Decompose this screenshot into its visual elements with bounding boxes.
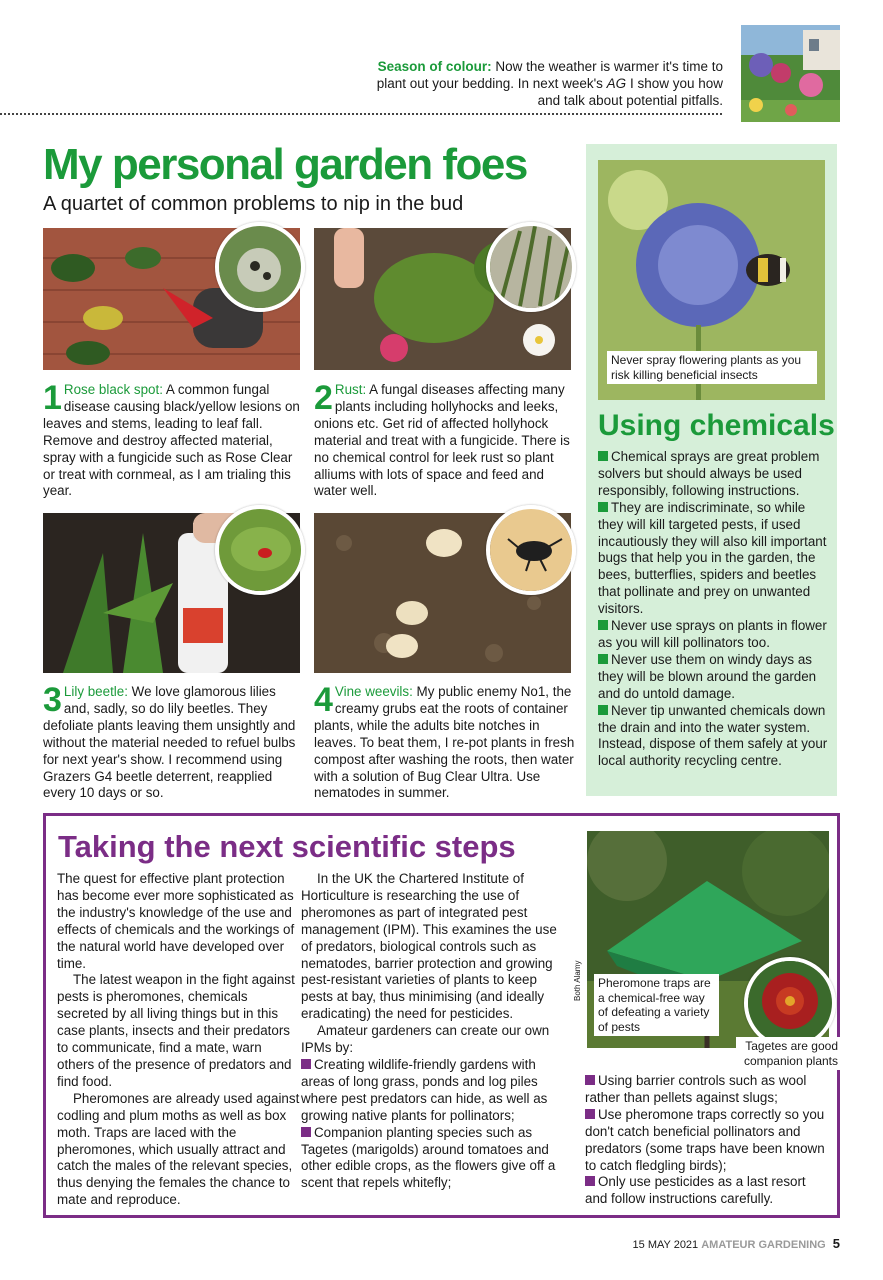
foe-2-text: A fungal diseases affecting many plants including hollyhocks and leeks, onions etc. Get rid of affected hollyhock material and treat with a fungicide. There is no chemical control for leek rust so plant alliums with lots of space and feed and water well. bbox=[314, 382, 570, 499]
barrier-bullet-3: Only use pesticides as a last resort and follow instructions carefully. bbox=[585, 1174, 806, 1207]
scientific-steps-heading: Taking the next scientific steps bbox=[58, 829, 516, 864]
note-line2-mag: AG bbox=[606, 76, 627, 91]
note-lead: Season of colour: bbox=[377, 59, 492, 74]
foe-4-number: 4 bbox=[314, 681, 333, 719]
ipm-bullet-1: Creating wildlife-friendly gardens with areas of long grass, ponds and log piles where pest predators can hide, as well as growing native plants for pollinators; bbox=[301, 1056, 548, 1123]
square-bullet-icon bbox=[598, 502, 608, 512]
foe-2 bbox=[314, 379, 576, 500]
using-chemicals-sidebar bbox=[586, 144, 837, 796]
square-bullet-icon bbox=[301, 1059, 311, 1069]
science-column-3 bbox=[585, 1073, 830, 1208]
pheromone-trap-caption: Pheromone traps are a chemical-free way of defeating a variety of pests bbox=[594, 974, 719, 1036]
square-bullet-icon bbox=[598, 620, 608, 630]
note-line1: Now the weather is warmer it's time to bbox=[491, 59, 723, 74]
chem-bullet-4: Never use them on windy days as they will be blown around the garden and do untold damage. bbox=[598, 651, 817, 701]
chem-bullet-1: Chemical sprays are great problem solvers but should always be used responsibly, following instructions. bbox=[598, 449, 820, 498]
foe-3-lead: Lily beetle: bbox=[63, 684, 128, 699]
square-bullet-icon bbox=[598, 451, 608, 461]
page-subtitle: A quartet of common problems to nip in the bud bbox=[43, 193, 464, 215]
square-bullet-icon bbox=[585, 1176, 595, 1186]
ipm-bullet-2: Companion planting species such as Tagetes (marigolds) around tomatoes and other edible crops, as the flowers give off a scent that repels whitefly; bbox=[301, 1124, 556, 1191]
rust-inset bbox=[486, 222, 576, 312]
foe-3 bbox=[43, 681, 303, 802]
science-col1-p1: The quest for effective plant protection has become ever more sophisticated as the industry's knowledge of the use and effects of chemicals and the workings of the natural world have developed over time. bbox=[57, 871, 295, 971]
magazine-name: AMATEUR GARDENING bbox=[701, 1239, 826, 1251]
square-bullet-icon bbox=[301, 1127, 311, 1137]
chem-bullet-2: They are indiscriminate, so while they will kill targeted pests, if used incautiously they will also kill important bugs that help you in the garden, the bees, butterflies, spiders and beetles that pollinate and prey on unwanted visitors. bbox=[598, 499, 827, 617]
dotted-divider bbox=[0, 113, 722, 115]
foe-1-lead: Rose black spot: bbox=[63, 382, 163, 397]
chem-bullet-5: Never tip unwanted chemicals down the drain and into the water system. Instead, dispose of them safely at your local authority recycling centre. bbox=[598, 702, 828, 769]
rose-black-spot-inset bbox=[215, 222, 305, 312]
page-footer bbox=[633, 1236, 840, 1251]
square-bullet-icon bbox=[598, 705, 608, 715]
note-line2-after: I show you how bbox=[626, 76, 723, 91]
foe-4-text: My public enemy No1, the creamy grubs eat the roots of container plants, while the adults bite notches in leaves. To beat them, I re-pot plants in fresh compost after washing the roots, then water with a solution of Bug Clear Ultra. Use nematodes in summer. bbox=[314, 684, 575, 801]
foe-3-text: We love glamorous lilies and, sadly, so do lily beetles. They defoliate plants leaving them unsightly and without the material needed to refuel bulbs for next year's show. I recommend using Grazers G4 beetle deterrent, reapplied every 10 days or so. bbox=[43, 684, 296, 801]
science-col2-p2: Amateur gardeners can create our own IPMs by: bbox=[301, 1023, 550, 1056]
note-line2-before: plant out your bedding. In next week's bbox=[376, 76, 607, 91]
vine-weevil-inset bbox=[486, 505, 576, 595]
using-chemicals-heading: Using chemicals bbox=[598, 409, 835, 442]
science-col1-p3: Pheromones are already used against codling and plum moths as well as box moth. Traps are laced with the pheromones, which usually attract and catch the males of the relevant species, thus denying the females the chance to mate and reproduce. bbox=[57, 1090, 300, 1208]
square-bullet-icon bbox=[585, 1075, 595, 1085]
season-of-colour-note bbox=[343, 58, 723, 109]
scientific-steps-box bbox=[43, 813, 840, 1218]
page-number: 5 bbox=[832, 1236, 840, 1251]
foe-1-text: A common fungal disease causing black/yellow lesions on leaves and stems, leading to leaf fall. Remove and destroy affected material, spray with a fungicide such as Rose Clear or treat with cornmeal, as I am trialing this year. bbox=[43, 382, 300, 499]
tagetes-caption: Tagetes are good companion plants bbox=[736, 1037, 840, 1070]
photo-credit: Both Alamy bbox=[573, 960, 582, 1001]
science-column-2 bbox=[301, 871, 571, 1192]
bedding-garden-photo bbox=[741, 25, 840, 122]
barrier-bullet-2: Use pheromone traps correctly so you don't catch beneficial pollinators and predators (some traps have been known to catch fledgling birds); bbox=[585, 1106, 825, 1173]
foe-1-number: 1 bbox=[43, 379, 62, 417]
issue-date: 15 MAY 2021 bbox=[632, 1239, 699, 1251]
barrier-bullet-1: Using barrier controls such as wool rather than pellets against slugs; bbox=[585, 1073, 807, 1105]
foe-4 bbox=[314, 681, 576, 802]
chem-bullet-3: Never use sprays on plants in flower as you will kill pollinators too. bbox=[598, 618, 827, 650]
page-title: My personal garden foes bbox=[43, 140, 527, 189]
lily-beetle-inset bbox=[215, 505, 305, 595]
science-col1-p2: The latest weapon in the fight against pests is pheromones, chemicals secreted by all living things but in this case plants, insects and their predators to communicate, find a mate, warn others of the presence of predators and find food. bbox=[57, 972, 295, 1089]
foe-1 bbox=[43, 379, 300, 500]
science-column-1 bbox=[57, 871, 302, 1209]
foe-2-number: 2 bbox=[314, 379, 333, 417]
sidebar-photo-caption: Never spray flowering plants as you risk killing beneficial insects bbox=[607, 351, 817, 384]
square-bullet-icon bbox=[598, 654, 608, 664]
science-col2-p1: In the UK the Chartered Institute of Horticulture is researching the use of pheromones as part of integrated pest management (IPM). This examines the use of predators, biological controls such as nematodes, barrier protection and growing pest-resistant varieties of plants to keep pests at bay, thus minimising (and ideally eradicating) the need for pesticides. bbox=[301, 871, 557, 1022]
foe-4-lead: Vine weevils: bbox=[334, 684, 413, 699]
using-chemicals-list bbox=[598, 449, 833, 770]
foe-3-number: 3 bbox=[43, 681, 62, 719]
note-line3: and talk about potential pitfalls. bbox=[537, 93, 723, 108]
foe-2-lead: Rust: bbox=[334, 382, 367, 397]
square-bullet-icon bbox=[585, 1109, 595, 1119]
tagetes-inset bbox=[744, 957, 836, 1049]
